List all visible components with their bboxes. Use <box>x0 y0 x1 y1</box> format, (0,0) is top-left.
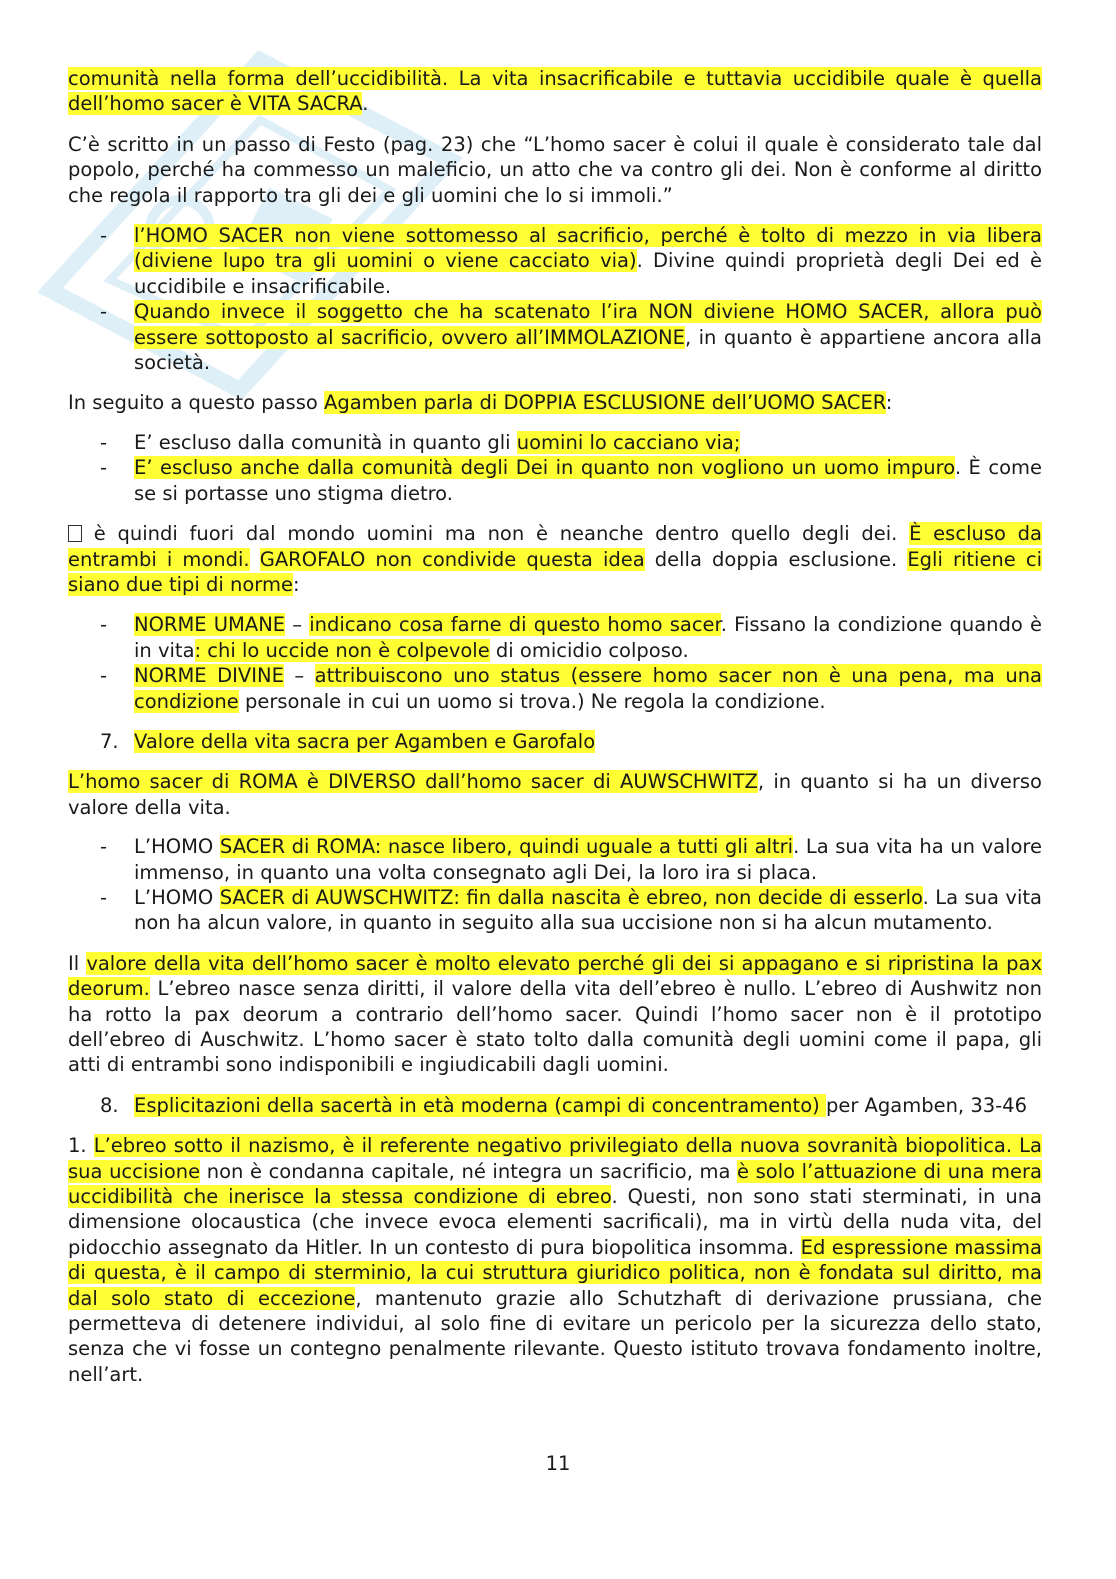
highlighted-text: E’ escluso anche dalla comunità degli Dei in quanto non vogliono un uomo impuro <box>134 456 955 480</box>
paragraph-festo <box>68 132 1042 208</box>
paragraph-garofalo <box>68 521 1042 597</box>
highlighted-text: Quando invece il soggetto che ha scatenato l’ira NON diviene HOMO SACER, allora può essere sottoposto al sacrificio, ovvero all’IMMOLAZIONE <box>134 300 1042 349</box>
text: non è condanna capitale, né integra un sacrificio, ma <box>200 1159 738 1183</box>
list-item <box>68 834 1042 885</box>
text: In seguito a questo passo <box>68 391 324 415</box>
section-heading-7 <box>68 729 1042 754</box>
document-page <box>68 66 1042 1402</box>
text: E’ escluso dalla comunità in quanto gli <box>134 430 517 454</box>
highlighted-text: È escluso da entrambi i mondi. <box>68 522 1042 571</box>
text: – <box>285 613 310 637</box>
text: – <box>283 664 315 688</box>
text: , in quanto si ha un diverso valore della vita. <box>68 770 1042 819</box>
text: 1. <box>68 1134 94 1158</box>
highlighted-text: comunità nella forma dell’uccidibilità. La vita insacrificabile e tuttavia uccidibile quale è quella dell’homo sacer è VITA SACRA <box>68 67 1042 116</box>
text: della doppia esclusione. <box>644 547 908 571</box>
highlighted-text: NORME UMANE <box>134 613 286 637</box>
text: di omicidio colposo. <box>489 638 689 662</box>
text: Il <box>68 951 87 975</box>
highlighted-text: SACER di ROMA: nasce libero, quindi uguale a tutti gli altri <box>219 835 794 859</box>
list-item <box>68 455 1042 506</box>
section-number: 8. <box>100 1093 119 1117</box>
text: C’è scritto in un passo di Festo (pag. 23) che “L’homo sacer è colui il quale è considerato tale dal popolo, perché ha commesso un maleficio, un atto che va contro gli dei. Non è conforme al diritto che regola il rapporto tra gli dei e gli uomini che lo si immoli.” <box>68 132 1042 207</box>
highlighted-text: l’HOMO SACER non viene sottomesso al sacrificio, perché è tolto di mezzo in via libera (diviene lupo tra gli uomini o viene cacciato via) <box>134 224 1042 273</box>
highlighted-heading: Valore della vita sacra per Agamben e Garofalo <box>134 729 596 753</box>
highlighted-text: SACER di AUWSCHWITZ: fin dalla nascita è ebreo, non decide di esserlo <box>219 885 923 909</box>
highlighted-text: attribuiscono uno status (essere homo sacer non è una pena, ma una condizione <box>134 664 1042 713</box>
text: personale in cui un uomo si trova.) Ne regola la condizione. <box>238 689 826 713</box>
paragraph-double-exclusion <box>68 390 1042 415</box>
text: L’ebreo nasce senza diritti, il valore della vita dell’ebreo è nullo. L’ebreo di Aushwitz non ha rotto la pax deorum a contrario dell’homo sacer. Quindi l’homo sacer non è il prototipo dell’ebreo di Auschwitz. L’homo sacer è stato tolto dalla comunità degli uomini come il papa, gli atti di entrambi sono indisponibili e ingiudicabili dagli uomini. <box>68 977 1042 1077</box>
highlighted-text: Agamben parla di DOPPIA ESCLUSIONE dell’UOMO SACER <box>324 391 886 415</box>
text: . Questi, non sono stati sterminati, in una dimensione olocaustica (che invece evoca elementi sacrificali), ma in virtù della nuda vita, del pidocchio assegnato da Hitler. In un contesto di pura biopolitica insomma. <box>68 1185 1043 1259</box>
text: , in quanto è appartiene ancora alla società. <box>134 325 1042 375</box>
text: : <box>885 391 893 415</box>
list-item <box>68 885 1042 936</box>
highlighted-text: Egli ritiene ci siano due tipi di norme <box>68 547 1043 596</box>
paragraph-intro <box>68 66 1042 117</box>
list-item <box>68 299 1042 375</box>
text: . <box>362 92 369 116</box>
text: per Agamben, 33-46 <box>825 1093 1027 1117</box>
paragraph-roma-auschwitz <box>68 769 1042 820</box>
text: è quindi fuori dal mondo uomini ma non è neanche dentro quello degli dei. <box>82 522 910 546</box>
highlighted-text: L’ebreo sotto il nazismo, è il referente negativo privilegiato della nuova sovranità biopolitica. La sua uccisione <box>68 1134 1042 1183</box>
text: . La sua vita ha un valore immenso, in quanto una volta consegnato agli Dei, la loro ira si placa. <box>134 835 1042 884</box>
text: L’HOMO <box>134 835 220 859</box>
paragraph-nazism <box>68 1133 1042 1387</box>
section-heading-8 <box>68 1093 1042 1118</box>
paragraph-value-of-life <box>68 951 1042 1078</box>
highlighted-text: GAROFALO non condivide questa idea <box>259 547 645 571</box>
highlighted-text: : chi lo uccide non è colpevole <box>194 638 490 662</box>
text: . Divine quindi proprietà degli Dei ed è uccidibile e insacrificabile. <box>134 249 1042 298</box>
text: : <box>292 572 300 596</box>
list-sacrifice <box>68 223 1042 375</box>
text: L’HOMO <box>134 885 220 909</box>
list-exclusion <box>68 430 1042 506</box>
arrow-bullet-icon <box>68 525 82 542</box>
highlighted-text: uomini lo cacciano via; <box>516 430 741 454</box>
section-number: 7. <box>100 729 119 753</box>
list-item <box>68 430 1042 455</box>
highlighted-heading: Esplicitazioni della sacertà in età moderna (campi di concentramento) <box>134 1093 826 1117</box>
highlighted-text: NORME DIVINE <box>134 664 284 688</box>
list-item <box>68 223 1042 299</box>
list-comparison <box>68 834 1042 936</box>
text: , mantenuto grazie allo Schutzhaft di derivazione prussiana, che permetteva di detenere individui, al solo fine di evitare un pericolo per la sicurezza dello stato, senza che vi fosse un contegno penalmente rilevante. Questo istituto trovava fondamento inoltre, nell’art. <box>68 1286 1042 1386</box>
highlighted-text: valore della vita dell’homo sacer è molto elevato perché gli dei si appagano e si ripristina la pax deorum. <box>68 951 1043 1001</box>
list-norms <box>68 612 1042 714</box>
text <box>250 548 260 571</box>
highlighted-text: è solo l’attuazione di una mera uccidibilità che inerisce la stessa condizione di ebreo <box>68 1159 1042 1209</box>
text: . La sua vita non ha alcun valore, in quanto in seguito alla sua uccisione non si ha alcun mutamento. <box>134 885 1042 935</box>
highlighted-text: Ed espressione massima di questa, è il campo di sterminio, la cui struttura giuridico politica, non è fondata sul diritto, ma dal solo stato di eccezione <box>68 1235 1042 1310</box>
highlighted-text: indicano cosa farne di questo homo sacer <box>309 613 721 637</box>
page-number: 11 <box>545 1452 571 1475</box>
list-item <box>68 663 1042 714</box>
list-item <box>68 612 1042 663</box>
text: . È come se si portasse uno stigma dietro. <box>134 456 1043 505</box>
highlighted-text: L’homo sacer di ROMA è DIVERSO dall’homo sacer di AUWSCHWITZ <box>68 770 758 794</box>
text: . Fissano la condizione quando è in vita <box>134 613 1042 662</box>
